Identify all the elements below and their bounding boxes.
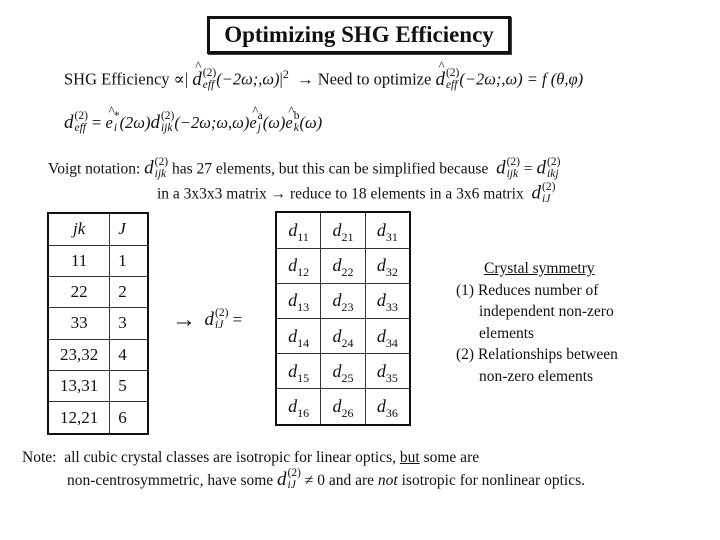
item-number: (2)	[456, 346, 475, 363]
cell-jk: 13,31	[48, 370, 110, 401]
note-line-2	[22, 469, 585, 494]
equals: =	[523, 160, 533, 178]
sup: (2)	[160, 110, 175, 122]
equals: =	[92, 112, 102, 132]
item-line: Reduces number of	[477, 281, 599, 299]
voigt-label: Voigt notation:	[48, 160, 141, 178]
sub: ijk	[154, 168, 167, 181]
d-ijk-indices	[507, 156, 520, 180]
header-J: J	[110, 213, 148, 245]
d-symbol: d	[531, 182, 541, 204]
cell-J: 1	[110, 245, 148, 276]
e-hat-j: ^ e	[249, 115, 256, 132]
d-iJ-indices	[288, 467, 301, 491]
table-row	[48, 370, 148, 401]
abs-bar-open: |	[184, 69, 189, 89]
sub: ijk	[506, 168, 519, 181]
d-eff-indices	[203, 67, 216, 91]
matrix-cell: $d_{36}$	[365, 389, 410, 425]
note-text: and are	[328, 472, 375, 489]
d-eff-indices	[75, 110, 88, 134]
matrix-cell: $d_{14}$	[276, 318, 321, 353]
sub: ikj	[547, 168, 559, 181]
sup: (2)	[74, 110, 88, 122]
matrix-cell: $d_{15}$	[276, 354, 321, 389]
equation-shg-efficiency	[64, 68, 583, 93]
eq1-lhs: SHG Efficiency	[64, 69, 170, 89]
header-jk: jk	[48, 213, 110, 245]
note-underlined-but: but	[399, 449, 420, 466]
d-matrix-table	[275, 211, 411, 426]
sub: iJ	[215, 319, 224, 332]
d-symbol: d	[496, 157, 506, 179]
slide-title	[207, 16, 511, 54]
d-ikj-indices	[547, 156, 560, 180]
cell-jk: 22	[48, 276, 110, 307]
propto-symbol: ∝	[173, 69, 185, 89]
crystal-symmetry-heading: Crystal symmetry	[484, 260, 595, 277]
d-ijk-indices	[161, 110, 174, 134]
cell-J: 3	[110, 308, 148, 339]
voigt-index-table	[47, 212, 149, 435]
table-row	[48, 245, 148, 276]
e-i-indices	[114, 110, 120, 134]
sup: b	[293, 110, 300, 122]
eq1-args-2: (−2ω;,ω)	[459, 69, 523, 89]
eq1-rhs: = f (θ,φ)	[526, 69, 584, 89]
sub: eff	[74, 122, 86, 135]
e-k-indices	[294, 110, 300, 134]
cell-J: 6	[110, 402, 148, 434]
matrix-cell: $d_{33}$	[365, 283, 410, 318]
sup: (2)	[547, 156, 561, 168]
matrix-cell: $d_{16}$	[276, 389, 321, 425]
matrix-cell: $d_{11}$	[276, 212, 321, 248]
sub: i	[113, 122, 118, 135]
cell-jk: 33	[48, 308, 110, 339]
matrix-cell: $d_{13}$	[276, 283, 321, 318]
sub: ijk	[160, 122, 173, 135]
sub: k	[293, 122, 299, 135]
not-equal-zero: ≠ 0	[304, 472, 325, 489]
note-text: isotropic for nonlinear optics.	[401, 472, 585, 489]
d-symbol: d	[277, 469, 287, 490]
sup: (2)	[215, 307, 229, 320]
matrix-cell: $d_{21}$	[321, 212, 365, 248]
crystal-symmetry-notes	[456, 258, 618, 387]
cell-J: 2	[110, 276, 148, 307]
sub: eff	[445, 78, 458, 91]
d-symbol: d	[204, 309, 214, 330]
sup: (2)	[202, 66, 217, 79]
matrix-cell: $d_{34}$	[365, 318, 410, 353]
matrix-row	[276, 389, 410, 425]
e-hat-i: ^ e	[105, 115, 112, 132]
d-ijk: d	[150, 111, 160, 133]
voigt-line2-text: in a 3x3x3 matrix → reduce to 18 elements in a 3x6 matrix	[157, 185, 524, 203]
table-row	[48, 308, 148, 339]
matrix-cell: $d_{32}$	[365, 248, 410, 283]
sub: eff	[202, 78, 215, 91]
note-label: Note:	[22, 449, 57, 466]
symmetry-item-2	[456, 344, 618, 366]
matrix-row	[276, 283, 410, 318]
matrix-row	[276, 354, 410, 389]
e-hat-k: ^ e	[285, 115, 292, 132]
matrix-row	[276, 212, 410, 248]
item-line: Relationships between	[477, 346, 618, 363]
sup: *	[113, 110, 120, 122]
abs-bar-close: |	[279, 69, 283, 89]
d-hat-symbol-2: ^ d	[435, 70, 445, 89]
arg3: (ω)	[262, 112, 286, 132]
arrow-icon: →	[297, 69, 314, 89]
voigt-notation-line1	[48, 158, 560, 182]
equals: =	[232, 310, 243, 329]
note-italic-not: not	[377, 472, 398, 489]
power: 2	[282, 67, 289, 81]
arg2: (−2ω;ω,ω)	[174, 112, 250, 132]
table-header-row	[48, 213, 148, 245]
matrix-cell: $d_{24}$	[321, 318, 365, 353]
mapping-expression	[172, 306, 242, 333]
e-j-indices	[258, 110, 263, 134]
note-text: all cubic crystal classes are isotropic for linear optics,	[64, 449, 397, 466]
matrix-cell: $d_{25}$	[321, 354, 365, 389]
table-row	[48, 276, 148, 307]
item-line: elements	[479, 324, 535, 342]
sub: j	[257, 122, 261, 135]
sup: (2)	[154, 156, 169, 168]
d-eff-indices-2	[446, 67, 459, 91]
table-row	[48, 339, 148, 370]
matrix-row	[276, 248, 410, 283]
d-symbol: d	[536, 157, 547, 179]
item-number: (1)	[456, 281, 475, 299]
eq1-args: (−2ω;,ω)	[216, 69, 280, 89]
title-text: Optimizing SHG Efficiency	[224, 22, 494, 47]
table-row	[48, 402, 148, 434]
d-hat-symbol: ^ d	[192, 70, 202, 89]
note-section	[22, 447, 585, 494]
sub: iJ	[542, 193, 551, 206]
item-line: independent non-zero	[479, 303, 614, 320]
d-symbol: d	[64, 111, 74, 133]
d-ijk-indices	[155, 156, 168, 180]
matrix-cell: $d_{31}$	[365, 212, 410, 248]
sup: (2)	[506, 156, 521, 168]
sup: (2)	[445, 66, 460, 79]
cell-jk: 11	[48, 245, 110, 276]
item-line: non-zero elements	[479, 367, 594, 385]
sup: a	[257, 110, 263, 122]
matrix-cell: $d_{26}$	[321, 389, 365, 425]
symmetry-item-1	[456, 280, 618, 302]
arg4: (ω)	[299, 112, 323, 132]
note-text: some are	[423, 449, 480, 466]
cell-J: 4	[110, 339, 148, 370]
voigt-notation-line2	[157, 183, 555, 207]
cell-jk: 23,32	[48, 339, 110, 370]
d-iJ-indices	[215, 307, 228, 331]
matrix-cell: $d_{35}$	[365, 354, 410, 389]
matrix-cell: $d_{22}$	[321, 248, 365, 283]
matrix-cell: $d_{12}$	[276, 248, 321, 283]
arrow-icon: →	[172, 307, 196, 333]
note-text: non-centrosymmetric, have some	[67, 472, 274, 489]
cell-jk: 12,21	[48, 402, 110, 434]
voigt-text: has 27 elements, but this can be simplified because	[171, 160, 489, 178]
eq1-text: Need to optimize	[317, 69, 432, 89]
d-iJ-indices	[542, 181, 555, 205]
matrix-row	[276, 318, 410, 353]
sup: (2)	[542, 181, 556, 193]
sub: iJ	[287, 479, 296, 492]
d-symbol: d	[144, 157, 154, 179]
matrix-cell: $d_{23}$	[321, 283, 365, 318]
note-line-1	[22, 447, 585, 469]
arg1: (2ω)	[119, 112, 151, 132]
equation-d-eff	[64, 112, 322, 136]
sup: (2)	[287, 467, 301, 480]
cell-J: 5	[110, 370, 148, 401]
